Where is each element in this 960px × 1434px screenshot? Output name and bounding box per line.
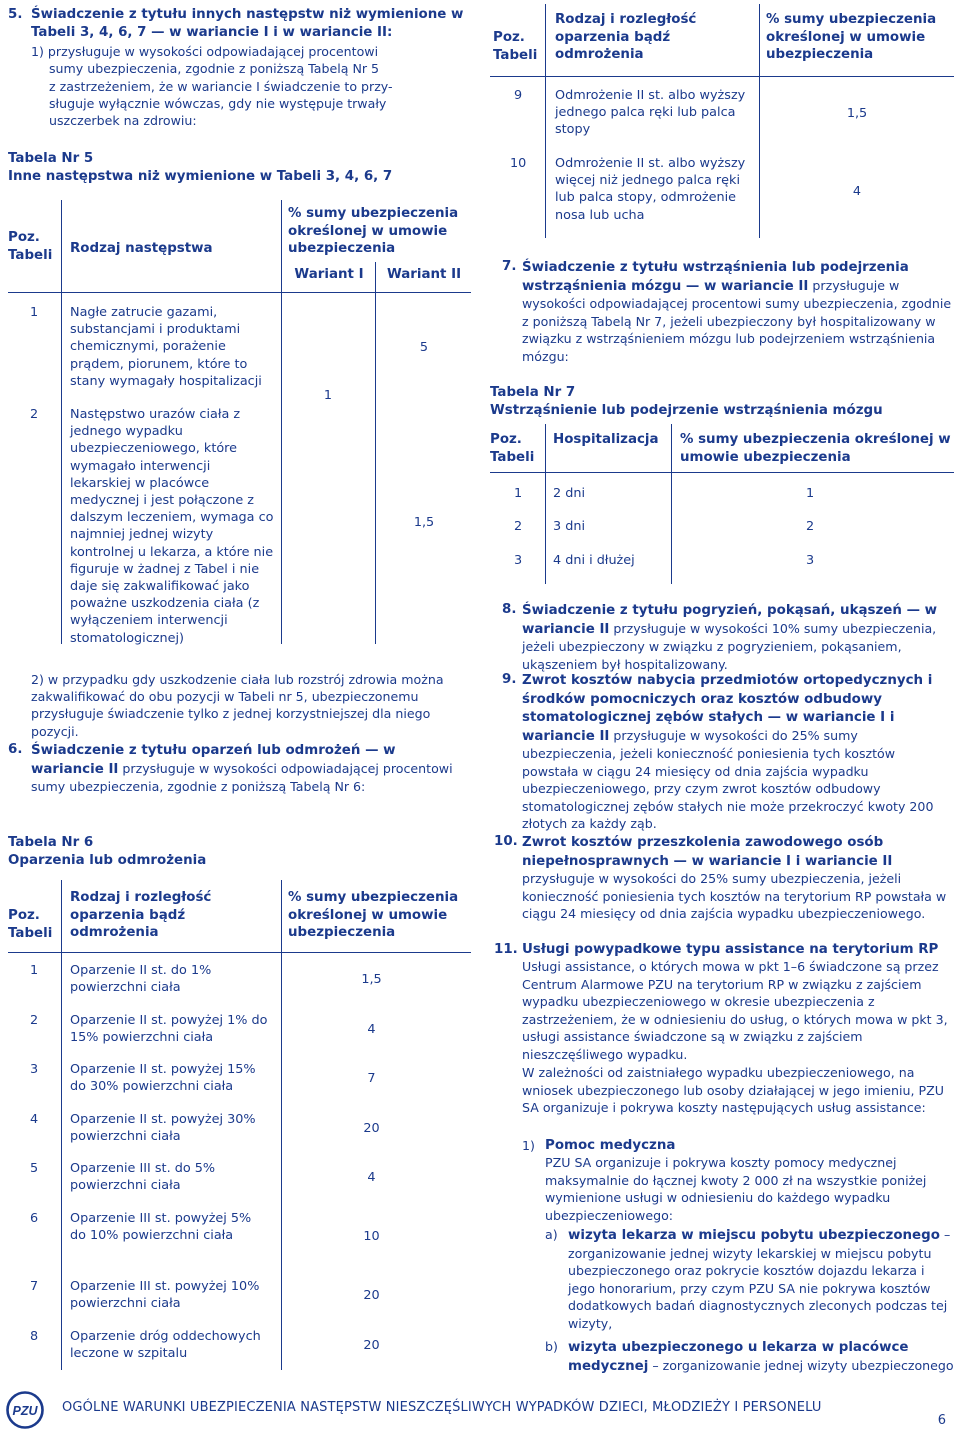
section-11-a-text: – zorganizowanie jednej wizyty lekarskiej w miejscu pobytu ubezpieczonego oraz pokrycie kosztów dojazdu lekarza i jego honorarium, przy czym PZU SA nie pokrywa kosztów dodatkowych badań diagnostycznych zleconych podczas tej wizyty,	[568, 1227, 951, 1331]
table-5-header-pos: Poz. Tabeli	[8, 230, 53, 263]
page-number: 6	[937, 1413, 946, 1428]
table-6-subtitle: Oparzenia lub odmrożenia	[8, 853, 207, 868]
table-6-row-pct: 1,5	[361, 972, 382, 987]
table-6-row-pct: 20	[363, 1338, 380, 1353]
table-6-row-pos: 4	[30, 1112, 39, 1127]
table-6-row-pct: 4	[367, 1170, 376, 1185]
pzu-logo-text: PZU	[12, 1404, 38, 1418]
table-7-subtitle: Wstrząśnienie lub podejrzenie wstrząśnienia mózgu	[490, 403, 883, 418]
table-6cont-row10-pos: 10	[510, 156, 527, 171]
table-6-row-kind: Oparzenie dróg oddechowych leczone w szpitalu	[70, 1329, 261, 1362]
table-5-row2-variant2: 1,5	[413, 515, 435, 530]
section-7-body	[522, 258, 954, 365]
table-6cont-row10-kind: Odmrożenie II st. albo wyższy więcej niż jednego palca ręki lub palca stopy, odmrożenie nosa lub ucha	[555, 156, 746, 223]
table-5-divider-c	[375, 262, 376, 644]
table-7-header-pos: Poz. Tabeli	[490, 432, 535, 465]
section-11-sub1-text: PZU SA organizuje i pokrywa koszty pomocy medycznej maksymalnie do łącznej kwoty 2 000 zł na wszystkie poniżej wymienione usługi w odniesieniu do każdego wypadku ubezpieczeniowego:	[545, 1155, 927, 1223]
section-8-title: Świadczenie z tytułu pogryzień, pokąsań, ukąszeń — w wariancie II	[522, 603, 937, 637]
table-6cont-divider-a	[545, 4, 546, 238]
table-5-header-pct: % sumy ubezpieczenia określonej w umowie ubezpieczenia	[288, 206, 459, 256]
table-6-row-kind: Oparzenie III st. powyżej 10% powierzchni ciała	[70, 1279, 260, 1312]
table-5-variant1-merged: 1	[323, 388, 333, 403]
section-11-sub1-number: 1)	[522, 1138, 535, 1153]
table-6cont-row10-pct: 4	[852, 184, 862, 199]
table-6-row-pos: 1	[30, 963, 39, 978]
table-5-row1-kind: Nagłe zatrucie gazami, substancjami i produktami chemicznymi, porażenie prądem, piorunem, które to stany wymagały hospitalizacji	[70, 305, 262, 389]
table-6-row-kind: Oparzenie II st. powyżej 30% powierzchni ciała	[70, 1112, 256, 1145]
table-6-row-pos: 5	[30, 1161, 39, 1176]
section-8-text: przysługuje w wysokości 10% sumy ubezpieczenia, jeżeli ubezpieczony w związku z pogryzieniem, pokąsaniem, ukąszeniem był hospitalizowany.	[522, 620, 937, 672]
section-9-number: 9.	[502, 672, 517, 687]
table-5-header-rule	[8, 292, 471, 293]
section-10-number: 10.	[494, 834, 518, 849]
section-9-title: Zwrot kosztów nabycia przedmiotów ortopedycznych i środków pomocniczych oraz kosztów odbudowy stomatologicznej zębów stałych — w wariancie I i wariancie II	[522, 673, 933, 744]
table-7-divider-b	[671, 424, 672, 584]
section-6-number: 6.	[8, 742, 23, 757]
pzu-logo-icon	[6, 1391, 44, 1429]
section-5-item1-line4: sługuje wyłącznie wówczas, gdy nie występuje trwały	[49, 96, 387, 111]
table-7-divider-a	[545, 424, 546, 584]
section-10-body	[522, 833, 954, 923]
table-6-row-kind: Oparzenie II st. powyżej 15% do 30% powierzchni ciała	[70, 1062, 256, 1095]
table-6-row-kind: Oparzenie III st. do 5% powierzchni ciała	[70, 1161, 216, 1194]
section-5-number: 5.	[8, 7, 23, 22]
table-7-header-rule	[490, 472, 954, 473]
table-6-row-kind: Oparzenie II st. powyżej 1% do 15% powierzchni ciała	[70, 1013, 268, 1046]
table-5-header-kind: Rodzaj następstwa	[70, 241, 213, 256]
table-6-row-pct: 20	[363, 1121, 380, 1136]
table-7-row-hosp: 4 dni i dłużej	[553, 553, 635, 568]
table-5-row1-variant2: 5	[419, 340, 429, 355]
section-11-a-title: wizyta lekarza w miejscu pobytu ubezpieczonego	[568, 1228, 940, 1243]
section-11-a-number: a)	[545, 1227, 558, 1242]
table-6-row-pct: 10	[363, 1229, 380, 1244]
table-5-row2-pos: 2	[30, 407, 39, 422]
table-6cont-header-kind: Rodzaj i rozległość oparzenia bądź odmrożenia	[555, 12, 697, 62]
table-6-divider-b	[281, 880, 282, 1370]
section-10-text: przysługuje w wysokości do 25% sumy ubezpieczenia, jeżeli konieczność poniesienia tych kosztów na terytorium RP powstała w ciągu 24 miesięcy od dnia zajścia wypadku ubezpieczeniowego.	[522, 871, 947, 921]
section-10-title: Zwrot kosztów przeszkolenia zawodowego osób niepełnosprawnych — w wariancie I i wariancie II	[522, 835, 893, 869]
table-6-title: Tabela Nr 6	[8, 835, 94, 850]
table-7-row-pos: 3	[514, 553, 523, 568]
table-6-row-pos: 7	[30, 1279, 39, 1294]
table-7-title: Tabela Nr 7	[490, 385, 576, 400]
table-6-header-pct: % sumy ubezpieczenia określonej w umowie ubezpieczenia	[288, 890, 459, 940]
section-5-item1-line1: 1) przysługuje w wysokości odpowiadającej procentowi	[31, 44, 379, 59]
section-8-body	[522, 601, 954, 673]
table-5-header-variant1: Wariant I	[294, 267, 364, 282]
table-6cont-row9-kind: Odmrożenie II st. albo wyższy jednego palca ręki lub palca stopy	[555, 88, 746, 138]
table-7-row-hosp: 3 dni	[553, 519, 585, 534]
table-6-row-pos: 2	[30, 1013, 39, 1028]
table-6cont-header-pct: % sumy ubezpieczenia określonej w umowie ubezpieczenia	[766, 12, 937, 62]
table-5-subtitle: Inne następstwa niż wymienione w Tabeli 3, 4, 6, 7	[8, 169, 393, 184]
table-6-row-pos: 8	[30, 1329, 39, 1344]
table-7-row-pos: 2	[514, 519, 523, 534]
section-9-text: przysługuje w wysokości do 25% sumy ubezpieczenia, jeżeli konieczność poniesienia tych kosztów powstała w ciągu 24 miesięcy od dnia zajścia wypadku ubezpieczeniowego, przy czym zwrot kosztów odbudowy stomatologicznej zębów stałych nie może przekroczyć kwoty 200 złotych za każdy ząb.	[522, 727, 934, 831]
section-6-body	[31, 741, 471, 796]
section-11-sub1-title: Pomoc medyczna	[545, 1138, 676, 1153]
table-6-divider-a	[61, 880, 62, 1370]
table-6cont-row9-pos: 9	[514, 88, 523, 103]
table-5-row2-kind: Następstwo urazów ciała z jednego wypadku ubezpieczeniowego, które wymagało interwencji lekarskiej w placówce medycznej i jest połączone z dalszym leczeniem, wymaga co najmniej jednej wizyty kontrolnej u lekarza, a które nie figuruje w żadnej z Tabel i nie daje się zakwalifikować jako poważne uszkodzenia ciała (z wyłączeniem interwencji stomatologicznej)	[70, 407, 274, 646]
table-6cont-header-rule	[490, 76, 954, 77]
table-6cont-header-pos: Poz. Tabeli	[493, 30, 538, 63]
section-9-body	[522, 671, 954, 833]
table-5-row1-pos: 1	[30, 305, 39, 320]
table-6-row-pos: 3	[30, 1062, 39, 1077]
section-11-b-text: – zorganizowanie jednej wizyty ubezpieczonego	[652, 1357, 954, 1373]
table-5-divider-b	[281, 200, 282, 644]
section-11-text1: Usługi assistance, o których mowa w pkt 1–6 świadczone są przez Centrum Alarmowe PZU na terytorium RP w związku z zajściem wypadku ubezpieczeniowego w okresie ubezpieczenia z zastrzeżeniem, że w odniesieniu do usług, o których mowa w pkt 3, usługi assistance świadczone są w związku z zajściem nieszczęśliwego wypadku.	[522, 959, 948, 1062]
section-5-item1-line5: uszczerbek na zdrowiu:	[49, 113, 197, 128]
table-7-row-pct: 1	[806, 486, 815, 501]
table-5-title: Tabela Nr 5	[8, 151, 94, 166]
table-6-row-pct: 20	[363, 1288, 380, 1303]
footer-title: OGÓLNE WARUNKI UBEZPIECZENIA NASTĘPSTW NIESZCZĘŚLIWYCH WYPADKÓW DZIECI, MŁODZIEŻY I PERSONELU	[62, 1400, 822, 1415]
section-6-text: przysługuje w wysokości odpowiadającej procentowi sumy ubezpieczenia, zgodnie z poniższą Tabelą Nr 6:	[31, 760, 453, 794]
section-7-title: Świadczenie z tytułu wstrząśnienia lub podejrzenia wstrząśnienia mózgu — w wariancie II	[522, 260, 909, 294]
section-11-b-title: wizyta ubezpieczonego u lekarza w placówce medycznej	[568, 1340, 909, 1374]
table-6-row-pos: 6	[30, 1211, 39, 1226]
section-11-title: Usługi powypadkowe typu assistance na terytorium RP	[522, 942, 939, 957]
section-11-b-number: b)	[545, 1339, 558, 1354]
table-6-header-kind: Rodzaj i rozległość oparzenia bądź odmrożenia	[70, 890, 212, 940]
section-5-item1-line3: z zastrzeżeniem, że w wariancie I świadczenie to przy-	[49, 79, 393, 94]
section-7-number: 7.	[502, 259, 517, 274]
table-7-row-pct: 2	[806, 519, 815, 534]
section-11-text2: W zależności od zaistniałego wypadku ubezpieczeniowego, na wniosek ubezpieczonego lub osoby działającej w jego imieniu, PZU SA organizuje i pokrywa koszty następujących usług assistance:	[522, 1065, 944, 1115]
table-5-header-variant2: Wariant II	[386, 267, 462, 282]
section-11-number: 11.	[494, 942, 518, 957]
table-7-header-hosp: Hospitalizacja	[553, 432, 659, 447]
section-11-a-body	[568, 1226, 955, 1332]
table-5-divider-a	[61, 200, 62, 644]
section-5-title: Świadczenie z tytułu innych następstw niż wymienione w Tabeli 3, 4, 6, 7 — w wariancie I i w wariancie II:	[31, 7, 464, 40]
table-6-row-kind: Oparzenie III st. powyżej 5% do 10% powierzchni ciała	[70, 1211, 252, 1244]
table-6-row-pct: 7	[367, 1071, 376, 1086]
table-6-row-pct: 4	[367, 1022, 376, 1037]
table-6-header-rule	[8, 952, 471, 953]
section-5-item2: 2) w przypadku gdy uszkodzenie ciała lub rozstrój zdrowia można zakwalifikować do obu pozycji w Tabeli nr 5, ubezpieczonemu przysługuje świadczenie tylko z jednej korzystniejszej dla niego pozycji.	[31, 672, 444, 739]
table-6-header-pos: Poz. Tabeli	[8, 908, 53, 941]
section-5-item1-line2: sumy ubezpieczenia, zgodnie z poniższą Tabelą Nr 5	[49, 61, 380, 76]
section-8-number: 8.	[502, 602, 517, 617]
table-6cont-divider-b	[759, 4, 760, 238]
table-7-row-pos: 1	[514, 486, 523, 501]
table-6-row-kind: Oparzenie II st. do 1% powierzchni ciała	[70, 963, 212, 996]
table-7-row-hosp: 2 dni	[553, 486, 585, 501]
table-6cont-row9-pct: 1,5	[846, 106, 868, 121]
table-7-header-pct: % sumy ubezpieczenia określonej w umowie ubezpieczenia	[680, 432, 951, 465]
section-7-text: przysługuje w wysokości odpowiadającej procentowi sumy ubezpieczenia, zgodnie z poniższą Tabelą Nr 7, jeżeli ubezpieczony był hospitalizowany w związku z wstrząśnieniem mózgu lub podejrzeniem wstrząśnienia mózgu:	[522, 277, 952, 364]
table-7-row-pct: 3	[806, 553, 815, 568]
section-11-b-body	[568, 1338, 955, 1375]
section-6-title: Świadczenie z tytułu oparzeń lub odmrożeń — w wariancie II	[31, 743, 396, 777]
